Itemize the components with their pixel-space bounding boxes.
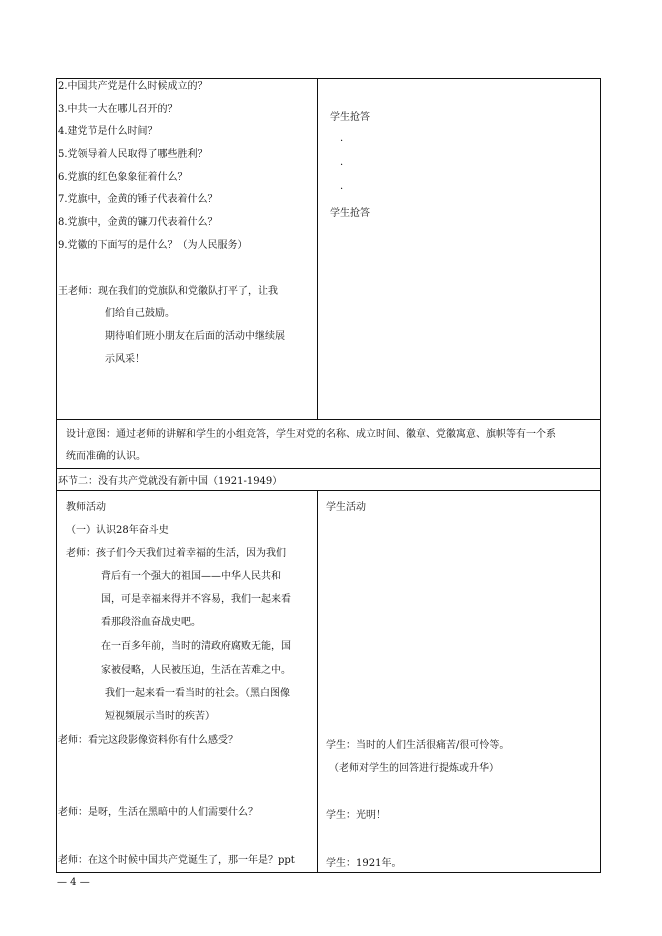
table-border-bottom: [56, 872, 601, 873]
teacher-p2-line-1: 在一百多年前，当时的清政府腐败无能，国: [101, 641, 291, 652]
column-divider-top: [317, 78, 318, 419]
design-intent-line-2: 统而准确的认识。: [66, 451, 146, 462]
teacher-wang-line-2: 们给自己鼓励。: [105, 308, 175, 319]
teacher-activity-header: 教师活动: [66, 502, 106, 513]
section-1-title: （一）认识28年奋斗史: [66, 525, 169, 536]
table-border-top: [56, 78, 601, 79]
student-answer-year: 学生：1921年。: [326, 858, 402, 869]
stage-2-title: 环节二：没有共产党就没有新中国（1921-1949）: [58, 476, 283, 487]
table-rule-2: [56, 468, 601, 469]
student-answer-light: 学生：光明！: [326, 810, 386, 821]
teacher-note: （老师对学生的回答进行提炼或升华）: [329, 763, 499, 774]
teacher-question-3: 老师：在这个时候中国共产党诞生了，那一年是？ppt: [58, 855, 295, 866]
question-8: 8.党旗中，金黄的镰刀代表着什么？: [58, 217, 218, 228]
teacher-p1-line-3: 国，可是幸福来得并不容易，我们一起来看: [101, 594, 291, 605]
student-activity-header: 学生活动: [326, 502, 366, 513]
design-intent-line-1: 设计意图：通过老师的讲解和学生的小组竞答，学生对党的名称、成立时间、徽章、党徽寓意、旗帜等有一个系: [66, 429, 556, 440]
teacher-question-2: 老师：是呀，生活在黑暗中的人们需要什么？: [58, 807, 258, 818]
student-answer-1: 学生抢答: [330, 112, 370, 123]
student-answer-feelings: 学生：当时的人们生活很痛苦/很可怜等。: [326, 740, 510, 751]
question-5: 5.党领导着人民取得了哪些胜利？: [58, 149, 208, 160]
question-3: 3.中共一大在哪儿召开的？: [58, 104, 178, 115]
question-2: 2.中国共产党是什么时候成立的？: [58, 81, 208, 92]
table-rule-3: [56, 490, 601, 491]
column-divider-bottom: [317, 490, 318, 872]
teacher-wang-line-1: 王老师：现在我们的党旗队和党徽队打平了，让我: [58, 286, 278, 297]
teacher-p1-line-4: 看那段浴血奋战史吧。: [101, 617, 201, 628]
table-border-right: [600, 78, 601, 873]
teacher-p2-line-4: 短视频展示当时的疾苦）: [105, 711, 215, 722]
table-rule-1: [56, 419, 601, 420]
teacher-p1-line-1: 老师：孩子们今天我们过着幸福的生活，因为我们: [66, 548, 286, 559]
teacher-p1-line-2: 背后有一个强大的祖国——中华人民共和: [101, 571, 281, 582]
teacher-p2-line-2: 家被侵略，人民被压迫，生活在苦难之中。: [101, 665, 291, 676]
student-answer-2: 学生抢答: [330, 208, 370, 219]
teacher-question-1: 老师：看完这段影像资料你有什么感受？: [58, 735, 238, 746]
teacher-p2-line-3: 我们一起来看一看当时的社会。（黑白图像: [105, 688, 290, 699]
question-7: 7.党旗中，金黄的锤子代表着什么？: [58, 194, 218, 205]
teacher-wang-line-3: 期待咱们班小朋友在后面的活动中继续展: [105, 331, 285, 342]
dot-1: ·: [340, 136, 344, 147]
teacher-wang-line-4: 示风采！: [105, 354, 145, 365]
page-number: — 4 —: [57, 877, 90, 888]
question-9: 9.党徽的下面写的是什么？（为人民服务）: [58, 240, 248, 251]
dot-2: ·: [340, 160, 344, 171]
question-4: 4.建党节是什么时间？: [58, 126, 158, 137]
table-border-left: [56, 78, 57, 873]
question-6: 6.党旗的红色象象征着什么？: [58, 172, 188, 183]
dot-3: ·: [340, 184, 344, 195]
